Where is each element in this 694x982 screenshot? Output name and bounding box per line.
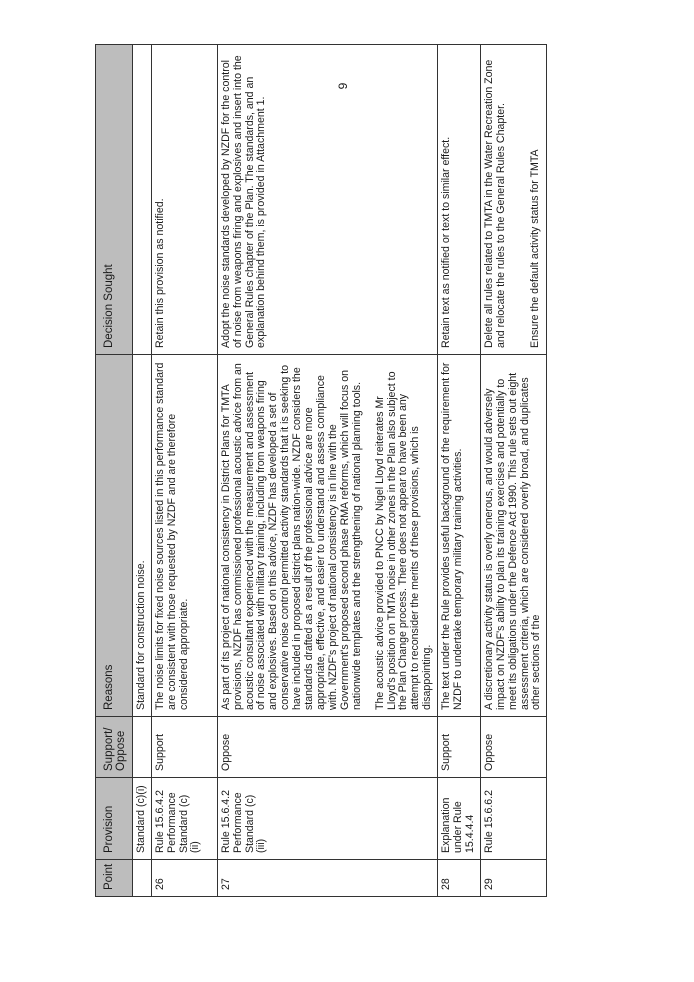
cell-decision-sought bbox=[438, 45, 481, 355]
cell-point: 26 bbox=[151, 860, 217, 897]
header-support-oppose: Support/ Oppose bbox=[96, 717, 133, 778]
cell-reasons: Standard for construction noise. bbox=[132, 355, 151, 717]
cell-provision: Explanation under Rule 15.4.4.4 bbox=[438, 778, 481, 860]
table-row bbox=[438, 45, 481, 897]
cell-reasons bbox=[480, 355, 547, 717]
cell-reasons bbox=[151, 355, 217, 717]
table-row-continuation bbox=[132, 45, 151, 897]
cell-reasons bbox=[217, 355, 437, 717]
cell-support-oppose bbox=[132, 717, 151, 778]
cell-decision-sought bbox=[132, 45, 151, 355]
cell-provision: Rule 15.6.4.2 Performance Standard (c)(ii) bbox=[151, 778, 217, 860]
cell-decision-sought-paragraph: Retain this provision as notified. bbox=[153, 198, 166, 348]
cell-decision-sought-paragraph: Adopt the noise standards developed by NZDF for the control of noise from weapons firing and explosives and insert into the General Rules chapter of the Plan. The standards, and an explanation behind them, is provided in Attachment 1. bbox=[219, 55, 268, 348]
cell-provision: Rule 15.6.4.2 Performance Standard (c)(iii) bbox=[217, 778, 437, 860]
cell-support-oppose: Oppose bbox=[480, 717, 547, 778]
table-row bbox=[151, 45, 217, 897]
cell-support-oppose: Oppose bbox=[217, 717, 437, 778]
cell-point: 27 bbox=[217, 860, 437, 897]
table-row bbox=[217, 45, 437, 897]
table-row bbox=[480, 45, 547, 897]
cell-reasons-paragraph: The acoustic advice provided to PNCC by Nigel Lloyd reiterates Mr Lloyd's position on TMTA noise in other zones in the Plan also subject to the Plan Change process. There does not appear to have been any attempt to reconsider the merits of these provisions, which is disappointing. bbox=[373, 371, 434, 710]
cell-decision-sought-paragraph: Retain text as notified or text to similar effect. bbox=[440, 136, 453, 348]
header-provision: Provision bbox=[96, 778, 133, 860]
cell-provision: Rule 15.6.6.2 bbox=[480, 778, 547, 860]
cell-decision-sought-paragraph: Ensure the default activity status for TMTA bbox=[528, 149, 541, 348]
cell-provision: Standard (c)(i) bbox=[132, 778, 151, 860]
cell-decision-sought bbox=[480, 45, 547, 355]
header-decision-sought: Decision Sought bbox=[96, 45, 133, 355]
header-reasons: Reasons bbox=[96, 355, 133, 717]
cell-point bbox=[132, 860, 151, 897]
cell-decision-sought bbox=[151, 45, 217, 355]
header-point: Point bbox=[96, 860, 133, 897]
cell-reasons-paragraph: As part of its project of national consistency in District Plans for TMTA provisions, NZDF has commissioned professional acoustic advice from an acoustic consultant experienced with the measurement and assessment of noise associated with military training, including from weapons firing and explosives. Based on this advice, NZDF has developed a set of conservative noise control permitted activity standards that it is seeking to have included in proposed district plans nation-wide. NZDF considers the standards drafted as a result of the professional advice are more appropriate, effective, and easier to understand and assess compliance with. NZDF's project of national consistency is in line with the Government's proposed second phase RMA reforms, which will focus on nationwide templates and the strengthening of national planning tools. bbox=[219, 363, 363, 710]
cell-point: 29 bbox=[480, 860, 547, 897]
cell-support-oppose: Support bbox=[151, 717, 217, 778]
page-number: 9 bbox=[336, 82, 350, 90]
cell-point: 28 bbox=[438, 860, 481, 897]
cell-reasons-paragraph: A discretionary activity status is overly onerous, and would adversely impact on NZDF's ability to plan its training exercises and potentially to meet its obligations under the Defence Act 1990. This rule sets out eight assessment criteria, which are considered overly broad, and duplicates other sections of the bbox=[482, 372, 543, 710]
header-row bbox=[96, 45, 133, 897]
cell-decision-sought-paragraph: Delete all rules related to TMTA in the Water Recreation Zone and relocate the rules to the General Rules Chapter. bbox=[482, 59, 507, 348]
cell-decision-sought bbox=[217, 45, 437, 355]
cell-reasons-paragraph: The noise limits for fixed noise sources listed in this performance standard are consistent with those requested by NZDF and are therefore considered appropriate. bbox=[153, 362, 190, 710]
cell-support-oppose: Support bbox=[438, 717, 481, 778]
cell-reasons bbox=[438, 355, 481, 717]
cell-reasons-paragraph: The text under the Rule provides useful background of the requirement for NZDF to undertake temporary military training activities. bbox=[440, 362, 465, 710]
submission-table bbox=[95, 44, 547, 897]
